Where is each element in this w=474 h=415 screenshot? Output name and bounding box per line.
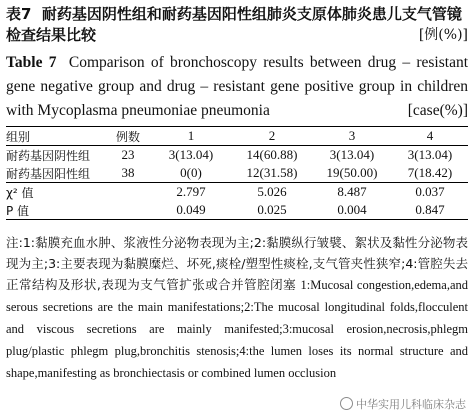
results-table: [6, 126, 468, 220]
row-cell: 3(13.04): [168, 147, 214, 162]
header-type-1: 1: [150, 127, 232, 146]
table-row: [6, 164, 468, 183]
row-cell: 0.847: [392, 201, 468, 220]
row-count: 23: [121, 147, 135, 162]
row-cell: 2.797: [176, 184, 206, 199]
row-cell: 3(13.04): [407, 147, 453, 162]
row-cell: 12(31.58): [232, 164, 312, 183]
row-group-name: 耐药基因阴性组: [6, 148, 91, 163]
caption-cn-unit: [例(%)]: [418, 27, 468, 43]
wechat-icon: [340, 397, 353, 410]
row-count: [106, 201, 150, 220]
row-cell: 19(50.00): [312, 164, 392, 183]
caption-chinese: [6, 4, 468, 46]
row-stat-name: χ² 值: [6, 185, 34, 200]
table-row-chi-square: [6, 183, 468, 202]
row-cell: 0.049: [150, 201, 232, 220]
header-type-2: 2: [232, 127, 312, 146]
table-row-p-value: [6, 201, 468, 220]
caption-en-text: Comparison of bronchoscopy results between drug – resistant gene negative group and drug – resistant gene positive group in children with Mycoplasma pneumoniae pneumonia: [6, 54, 469, 119]
header-count: 例数: [106, 127, 150, 146]
row-count: 38: [106, 164, 150, 183]
row-cell: 0.025: [232, 201, 312, 220]
row-cell: 5.026: [257, 184, 287, 199]
caption-cn-text: 耐药基因阴性组和耐药基因阳性组肺炎支原体肺炎患儿支气管镜检查结果比较: [6, 5, 462, 44]
header-group: 组别: [6, 127, 106, 146]
row-cell: 0.037: [415, 184, 445, 199]
row-cell: 8.487: [337, 184, 367, 199]
watermark-text: 中华实用儿科临床杂志: [356, 398, 466, 411]
note-chinese: 注:1:黏膜充血水肿、浆液性分泌物表现为主;2:黏膜纵行皱襞、絮状及黏性分泌物表现为主;3:主要表现为黏膜糜烂、坏死,痰栓/塑型性痰栓,支气管夹性狭窄;4:管腔失去正常结构及形状,表现为支气管扩张或合并管腔闭塞: [6, 235, 468, 292]
row-cell: 0(0): [150, 164, 232, 183]
caption-cn-label: 表7: [6, 5, 32, 23]
watermark: [340, 396, 466, 412]
row-cell: 0.004: [312, 201, 392, 220]
row-cell: 14(60.88): [246, 147, 298, 162]
row-cell: 7(18.42): [392, 164, 468, 183]
caption-en-label: Table 7: [6, 54, 57, 71]
header-type-4: 4: [392, 127, 468, 146]
row-count: [106, 183, 150, 202]
table-row: [6, 146, 468, 165]
row-stat-name: P 值: [6, 201, 106, 220]
row-group-name: 耐药基因阳性组: [6, 164, 106, 183]
header-type-3: 3: [312, 127, 392, 146]
table-header-row: [6, 127, 468, 146]
caption-en-unit: [case(%)]: [407, 102, 468, 119]
row-cell: 3(13.04): [329, 147, 375, 162]
note-english: 1:Mucosal congestion,edema,and serous secretions are the main manifestations;2:The mucosal longitudinal folds,flocculent and viscous secretions are mainly manifested;3:mucosal erosion,necrosis,phlegm plug/plastic phlegm plug,bronchitis stenosis;4:the lumen loses its normal structure and shape,manifesting as bronchiectasis or combined lumen occlusion: [6, 278, 468, 380]
table-note: [6, 232, 468, 384]
caption-english: [6, 51, 468, 123]
